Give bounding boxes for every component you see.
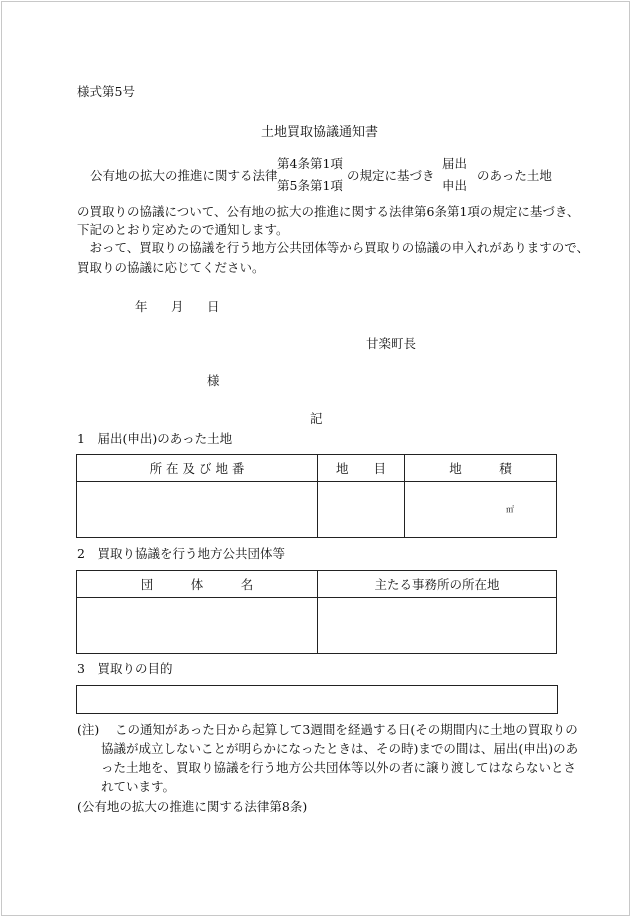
intro-suffix: のあった土地 xyxy=(477,168,552,183)
body-line: 下記のとおり定めたので通知します。 xyxy=(77,222,289,237)
form-number: 様式第5号 xyxy=(77,84,135,99)
note-line: 協議が成立しないことが明らかになったときは、その時)までの間は、届出(申出)のあ xyxy=(101,741,579,756)
purpose-box xyxy=(76,685,558,714)
note-line: この通知があった日から起算して3週間を経過する日(その期間内に土地の買取りの xyxy=(115,722,578,737)
intro-law-prefix: 公有地の拡大の推進に関する法律 xyxy=(90,168,278,183)
note-line: れています。 xyxy=(101,779,176,794)
section3-heading: 3 買取りの目的 xyxy=(77,661,173,676)
org-table-cell-office xyxy=(318,598,557,654)
org-table-header-office: 主たる事務所の所在地 xyxy=(318,571,557,598)
org-table-cell-name xyxy=(77,598,318,654)
section2-heading: 2 買取り協議を行う地方公共団体等 xyxy=(77,546,285,561)
note-label: (注) xyxy=(77,722,100,737)
issuer: 甘楽町長 xyxy=(366,336,417,351)
body-line: 買取りの協議に応じてください。 xyxy=(77,260,265,275)
date-day: 日 xyxy=(207,299,220,314)
land-table-cell-area xyxy=(405,482,557,538)
organization-table xyxy=(76,570,557,654)
note-reference: (公有地の拡大の推進に関する法律第8条) xyxy=(77,799,308,814)
land-table-header-location: 所 在 及 び 地 番 xyxy=(77,455,318,482)
land-table-header-category: 地 目 xyxy=(318,455,405,482)
body-line: の買取りの協議について、公有地の拡大の推進に関する法律第6条第1項の規定に基づき、 xyxy=(77,204,580,219)
intro-middle: の規定に基づき xyxy=(347,168,435,183)
intro-article-2: 第5条第1項 xyxy=(277,178,343,193)
document-title: 土地買取協議通知書 xyxy=(261,125,379,140)
intro-type-2: 申出 xyxy=(442,178,468,193)
ki-heading: 記 xyxy=(310,411,323,426)
addressee-suffix: 様 xyxy=(207,373,220,388)
land-table-cell-location xyxy=(77,482,318,538)
land-table-cell-category xyxy=(318,482,405,538)
section1-heading: 1 届出(申出)のあった土地 xyxy=(77,431,233,446)
body-line: おって、買取りの協議を行う地方公共団体等から買取りの協議の申入れがありますので、 xyxy=(77,240,590,255)
land-table-header-area: 地 積 xyxy=(405,455,557,482)
note-line: った土地を、買取り協議を行う地方公共団体等以外の者に譲り渡してはならないとさ xyxy=(101,760,577,775)
area-unit: ㎡ xyxy=(506,505,514,514)
org-table-header-name: 団 体 名 xyxy=(77,571,318,598)
land-table xyxy=(76,454,557,538)
date-year: 年 xyxy=(135,299,148,314)
date-month: 月 xyxy=(171,299,184,314)
intro-article-1: 第4条第1項 xyxy=(277,156,343,171)
intro-type-1: 届出 xyxy=(442,156,468,171)
